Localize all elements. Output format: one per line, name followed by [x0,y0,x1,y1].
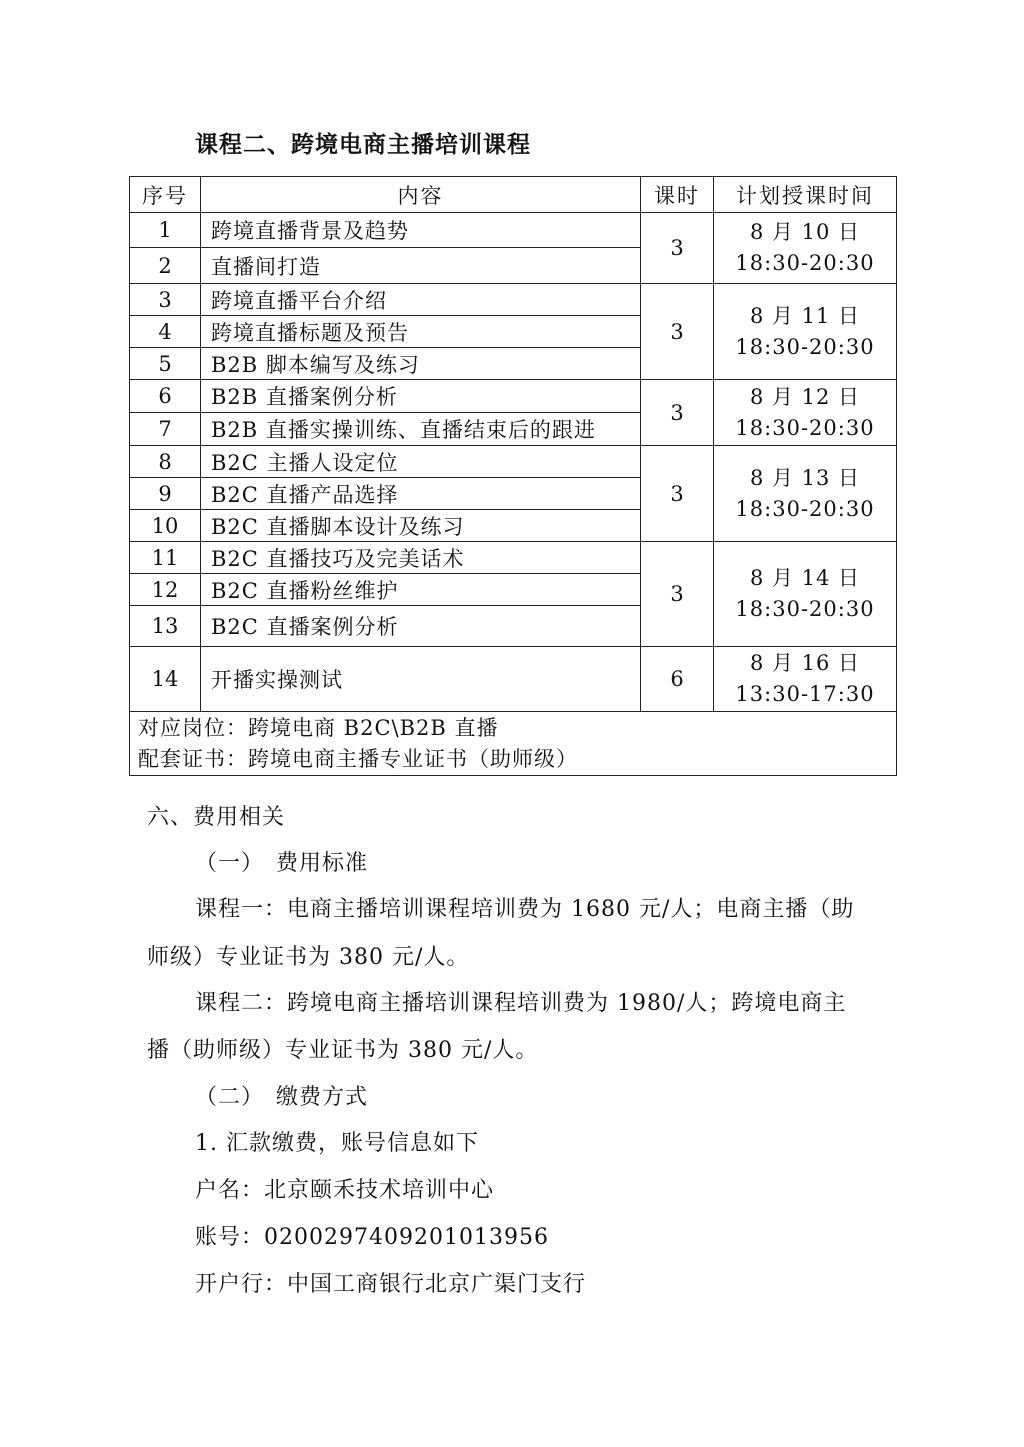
table-row [130,284,897,316]
group-time-range: 18:30-20:30 [735,415,875,440]
course-title: 课程二、跨境电商主播培训课程 [195,131,531,158]
remit-line: 1. 汇款缴费，账号信息如下 [195,1131,479,1156]
section-heading-fees: 六、费用相关 [147,805,286,830]
group-time-range: 13:30-17:30 [735,682,875,706]
row-content: B2C 直播脚本设计及练习 [201,510,641,542]
row-no: 9 [130,478,201,510]
row-no: 11 [130,542,201,574]
header-hours: 课时 [641,177,714,213]
group-hours: 3 [641,284,714,380]
row-content: B2C 主播人设定位 [201,446,641,478]
group-time [714,542,897,647]
row-no: 14 [130,647,201,712]
row-no: 8 [130,446,201,478]
row-no: 1 [130,213,201,248]
account-name: 户名：北京颐禾技术培训中心 [195,1178,495,1203]
group-date: 8 月 12 日 [749,384,861,409]
group-time [714,284,897,380]
table-row [130,213,897,248]
row-content: B2B 直播实操训练、直播结束后的跟进 [201,413,641,446]
row-no: 12 [130,574,201,606]
row-content: B2C 直播粉丝维护 [201,574,641,606]
row-no: 10 [130,510,201,542]
group-time-range: 18:30-20:30 [735,251,875,275]
group-date: 8 月 16 日 [749,651,861,675]
group-time-range: 18:30-20:30 [735,334,875,359]
table-row [130,542,897,574]
group-hours: 3 [641,542,714,647]
table-footer-row [130,712,897,776]
footer-position: 对应岗位：跨境电商 B2C\B2B 直播 [138,715,499,740]
row-content: B2B 直播案例分析 [201,380,641,413]
header-content: 内容 [201,177,641,213]
group-hours: 6 [641,647,714,712]
table-header-row [130,177,897,213]
group-hours: 3 [641,446,714,542]
header-time: 计划授课时间 [714,177,897,213]
group-date: 8 月 14 日 [749,566,861,590]
course1-fee-line2: 师级）专业证书为 380 元/人。 [147,945,470,970]
group-hours: 3 [641,213,714,284]
row-no: 2 [130,248,201,284]
group-time [714,380,897,446]
course2-fee-line2: 播（助师级）专业证书为 380 元/人。 [147,1038,539,1063]
bank-name: 开户行：中国工商银行北京广渠门支行 [195,1272,587,1297]
account-number: 账号：0200297409201013956 [195,1225,549,1250]
group-time [714,446,897,542]
row-content: 直播间打造 [201,248,641,284]
row-content: B2C 直播案例分析 [201,606,641,647]
schedule-table [129,176,897,776]
header-no: 序号 [130,177,201,213]
row-no: 13 [130,606,201,647]
row-content: B2C 直播产品选择 [201,478,641,510]
row-no: 6 [130,380,201,413]
row-no: 4 [130,316,201,348]
row-content: B2B 脚本编写及练习 [201,348,641,380]
table-row [130,380,897,413]
footer-certificate: 配套证书：跨境电商主播专业证书（助师级） [138,746,578,771]
group-date: 8 月 13 日 [749,465,861,490]
row-no: 3 [130,284,201,316]
group-date: 8 月 10 日 [749,220,861,244]
group-time [714,213,897,284]
course2-fee-line1: 课程二：跨境电商主播培训课程培训费为 1980/人；跨境电商主 [195,991,847,1016]
row-no: 5 [130,348,201,380]
group-hours: 3 [641,380,714,446]
row-content: 跨境直播标题及预告 [201,316,641,348]
group-date: 8 月 11 日 [749,303,861,328]
group-time-range: 18:30-20:30 [735,496,875,521]
row-content: 开播实操测试 [201,647,641,712]
subheading-fee-standard: （一） 费用标准 [195,851,369,876]
table-row [130,647,897,712]
table-row [130,446,897,478]
table-footer [130,712,897,776]
row-content: 跨境直播平台介绍 [201,284,641,316]
group-time-range: 18:30-20:30 [735,597,875,621]
row-no: 7 [130,413,201,446]
subheading-payment-method: （二） 缴费方式 [195,1085,369,1110]
course1-fee-line1: 课程一：电商主播培训课程培训费为 1680 元/人；电商主播（助 [195,897,855,922]
row-content: B2C 直播技巧及完美话术 [201,542,641,574]
row-content: 跨境直播背景及趋势 [201,213,641,248]
group-time [714,647,897,712]
